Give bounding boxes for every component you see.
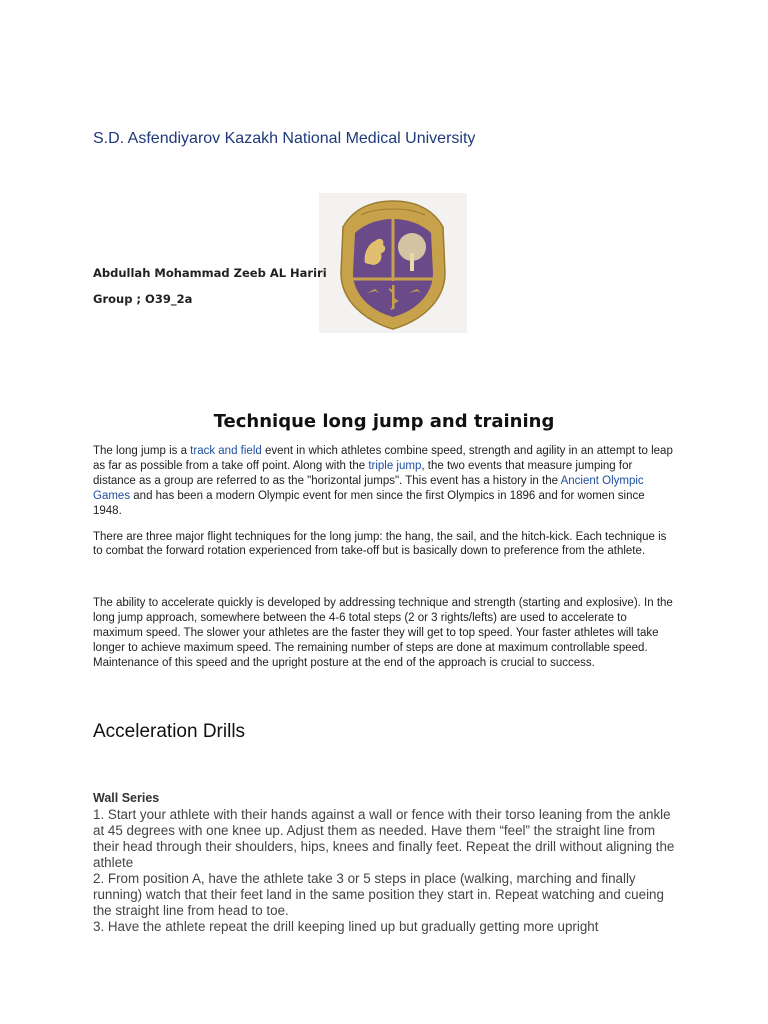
drill-list (93, 807, 683, 935)
document-title: Technique long jump and training (213, 411, 555, 432)
drill-item: 3. Have the athlete repeat the drill keeping lined up but gradually getting more upright (93, 919, 599, 934)
link-triple-jump[interactable]: triple jump (368, 460, 422, 472)
link-ancient-olympic-games[interactable]: Ancient Olympic Games (93, 475, 644, 502)
subsection-heading: Wall Series (93, 791, 160, 805)
university-name: S.D. Asfendiyarov Kazakh National Medical University (93, 130, 476, 147)
acceleration-paragraph: The ability to accelerate quickly is developed by addressing technique and strength (starting and explosive). In the long jump approach, somewhere between the 4-6 total steps (2 or 3 rights/lefts) are used to accelerate to maximum speed. The slower your athletes are the faster they will get to top speed. Your faster athletes will take longer to achieve maximum speed. The remaining number of steps are done at maximum controllable speed. Maintenance of this speed and the upright posture at the end of the approach is crucial to success. (93, 597, 673, 669)
section-heading: Acceleration Drills (93, 721, 246, 742)
intro-paragraph: The long jump is a track and field event in which athletes combine speed, strength and agility in an attempt to leap as far as possible from a take off point. Along with the triple jump, the two events that measure jumping for distance as a group are referred to as the "horizontal jumps". This event has a history in the Ancient Olympic Games and has been a modern Olympic event for men since the first Olympics in 1896 and for women since 1948. (93, 445, 673, 517)
link-track-and-field[interactable]: track and field (190, 445, 262, 457)
drill-item: 1. Start your athlete with their hands against a wall or fence with their torso leaning from the ankle at 45 degrees with one knee up. Adjust them as needed. Have them “feel” the straight line from their head through their shoulders, hips, knees and finally feet. Repeat the drill without aligning the athlete (93, 807, 675, 870)
drill-item: 2. From position A, have the athlete take 3 or 5 steps in place (walking, marching and finally running) watch that their feet land in the same position they start in. Repeat watching and cueing the straight line from head to toe. (93, 871, 664, 918)
university-crest (319, 193, 467, 333)
techniques-paragraph: There are three major flight techniques for the long jump: the hang, the sail, and the hitch-kick. Each technique is to combat the forward rotation experienced from take-off but is basically down to preference from the athlete. (93, 531, 667, 557)
author-name: Abdullah Mohammad Zeeb AL Hariri (93, 266, 327, 280)
group-label: Group ; O39_2a (93, 292, 193, 306)
